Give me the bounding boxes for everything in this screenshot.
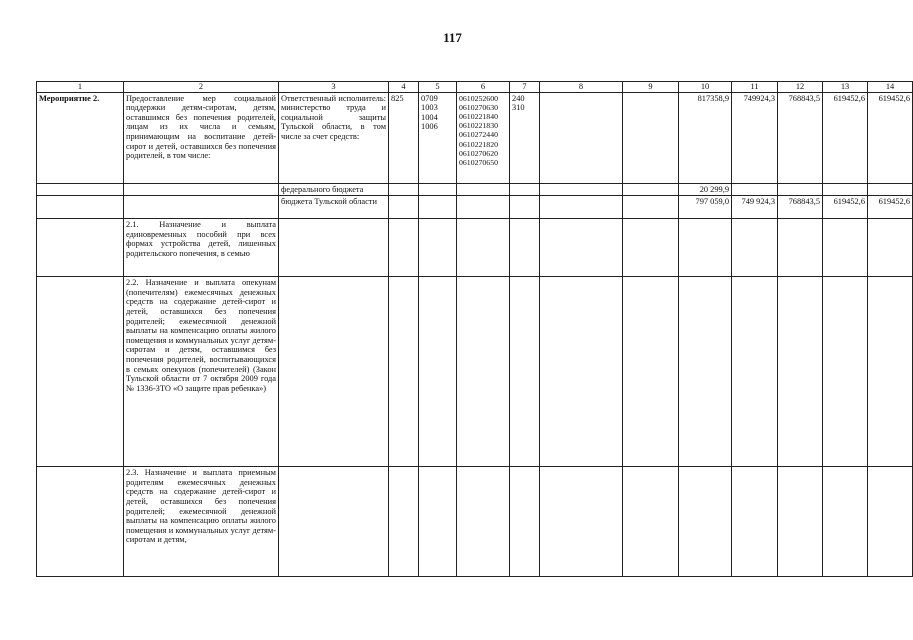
empty-cell	[679, 277, 732, 467]
code-line: 1003	[421, 103, 438, 113]
code-line: 310	[512, 103, 525, 113]
empty-cell	[778, 277, 823, 467]
empty-cell	[540, 196, 623, 219]
empty-cell	[778, 467, 823, 577]
empty-cell	[389, 183, 419, 196]
measure-col5	[419, 92, 457, 183]
empty-cell	[124, 196, 279, 219]
empty-cell	[679, 219, 732, 277]
measure-col10: 817358,9	[679, 92, 732, 183]
header-cell: 10	[679, 82, 732, 93]
empty-cell	[623, 219, 679, 277]
sub-item-text: 2.3. Назначение и выплата приемным родителям ежемесячных денежных средств на содержание детей-сирот и детей, оставшихся без попечения родителей; ежемесячной денежной выплаты на компенсацию оплаты жилого помещения и коммунальных услуг детям-сиротам и детям,	[124, 467, 279, 577]
code-line: 240	[512, 93, 525, 103]
header-cell: 4	[389, 82, 419, 93]
empty-cell	[279, 467, 389, 577]
measure-col6	[457, 92, 510, 183]
header-cell: 6	[457, 82, 510, 93]
empty-cell	[419, 183, 457, 196]
code-line: 1006	[421, 122, 438, 132]
empty-cell	[540, 467, 623, 577]
regional-col12: 768843,5	[778, 196, 823, 219]
empty-cell	[419, 219, 457, 277]
sub-item-text: 2.1. Назначение и выплата единовременных пособий при всех формах устройства детей, лишенных родительского попечения, в семью	[124, 219, 279, 277]
empty-cell	[679, 467, 732, 577]
empty-cell	[868, 467, 913, 577]
header-cell: 13	[823, 82, 868, 93]
empty-cell	[389, 196, 419, 219]
empty-cell	[732, 183, 778, 196]
code-line: 0610221820	[459, 139, 498, 149]
empty-cell	[823, 183, 868, 196]
measure-executor: Ответственный исполнитель: министерство труда и социальной защиты Тульской области, в том числе за счет средств:	[279, 92, 389, 183]
empty-cell	[778, 183, 823, 196]
sub-item-row	[37, 219, 913, 277]
empty-cell	[124, 183, 279, 196]
empty-cell	[457, 467, 510, 577]
code-line: 1004	[421, 112, 438, 122]
measure-col13: 619452,6	[823, 92, 868, 183]
measure-col9	[623, 92, 679, 183]
header-cell: 5	[419, 82, 457, 93]
measure-col14: 619452,6	[868, 92, 913, 183]
regional-row	[37, 196, 913, 219]
sub-item-text: 2.2. Назначение и выплата опекунам (попечителям) ежемесячных денежных средств на содержание детей-сирот и детей, оставшихся без попечения родителей; ежемесячной денежной выплаты на компенсацию оплаты жилого помещения и коммунальных услуг детям-сиротам и детям, оставшимся без попечения родителей, воспитывающихся в семьях опекунов (попечителей) (Закон Тульской области от 7 октября 2009 года № 1336-ЗТО «О защите прав ребенка»)	[124, 277, 279, 467]
measure-col7	[510, 92, 540, 183]
measure-row	[37, 92, 913, 183]
measure-col12: 768843,5	[778, 92, 823, 183]
empty-cell	[823, 467, 868, 577]
regional-col13: 619452,6	[823, 196, 868, 219]
empty-cell	[37, 277, 124, 467]
empty-cell	[37, 196, 124, 219]
empty-cell	[823, 277, 868, 467]
header-cell: 2	[124, 82, 279, 93]
measure-col8	[540, 92, 623, 183]
empty-cell	[389, 467, 419, 577]
empty-cell	[540, 183, 623, 196]
empty-cell	[868, 183, 913, 196]
header-cell: 11	[732, 82, 778, 93]
code-line: 0610270650	[459, 158, 498, 168]
header-cell: 9	[623, 82, 679, 93]
federal-col10: 20 299,9	[679, 183, 732, 196]
code-line: 0610272440	[459, 130, 498, 140]
empty-cell	[732, 219, 778, 277]
empty-cell	[623, 277, 679, 467]
code-line: 0610252600	[459, 93, 498, 103]
empty-cell	[510, 183, 540, 196]
regional-col10: 797 059,0	[679, 196, 732, 219]
header-cell: 8	[540, 82, 623, 93]
empty-cell	[457, 277, 510, 467]
regional-col11: 749 924,3	[732, 196, 778, 219]
empty-cell	[732, 277, 778, 467]
empty-cell	[279, 219, 389, 277]
page-number: 117	[443, 30, 462, 45]
measure-description: Предоставление мер социальной поддержки детям-сиротам, детям, оставшимся без попечения родителей, лицам из их числа и семьям, принимающим на воспитание детей-сирот и детей, оставшихся без попечения родителей, в том числе:	[124, 92, 279, 183]
empty-cell	[868, 277, 913, 467]
header-cell: 7	[510, 82, 540, 93]
empty-cell	[540, 277, 623, 467]
empty-cell	[419, 467, 457, 577]
empty-cell	[457, 183, 510, 196]
header-cell: 12	[778, 82, 823, 93]
empty-cell	[457, 196, 510, 219]
sub-item-row	[37, 467, 913, 577]
empty-cell	[389, 219, 419, 277]
empty-cell	[419, 277, 457, 467]
measure-name: Мероприятие 2.	[37, 92, 124, 183]
empty-cell	[510, 219, 540, 277]
empty-cell	[623, 196, 679, 219]
empty-cell	[623, 183, 679, 196]
measure-col11: 749924,3	[732, 92, 778, 183]
regional-source: бюджета Тульской области	[279, 196, 389, 219]
measure-col4: 825	[389, 92, 419, 183]
code-line: 0610270630	[459, 102, 498, 112]
empty-cell	[510, 196, 540, 219]
empty-cell	[37, 219, 124, 277]
empty-cell	[457, 219, 510, 277]
empty-cell	[279, 277, 389, 467]
empty-cell	[868, 219, 913, 277]
empty-cell	[37, 467, 124, 577]
code-line: 0610270620	[459, 148, 498, 158]
federal-source: федерального бюджета	[279, 183, 389, 196]
empty-cell	[389, 277, 419, 467]
header-cell: 1	[37, 82, 124, 93]
empty-cell	[510, 277, 540, 467]
header-cell: 14	[868, 82, 913, 93]
empty-cell	[419, 196, 457, 219]
regional-col14: 619452,6	[868, 196, 913, 219]
code-line: 0709	[421, 93, 438, 103]
federal-row	[37, 183, 913, 196]
header-cell: 3	[279, 82, 389, 93]
code-line: 0610221840	[459, 112, 498, 121]
code-line: 0610221830	[459, 121, 498, 131]
empty-cell	[623, 467, 679, 577]
empty-cell	[823, 219, 868, 277]
empty-cell	[732, 467, 778, 577]
sub-item-row	[37, 277, 913, 467]
empty-cell	[37, 183, 124, 196]
budget-table	[36, 81, 913, 577]
empty-cell	[778, 219, 823, 277]
empty-cell	[540, 219, 623, 277]
header-row	[37, 82, 913, 93]
empty-cell	[510, 467, 540, 577]
